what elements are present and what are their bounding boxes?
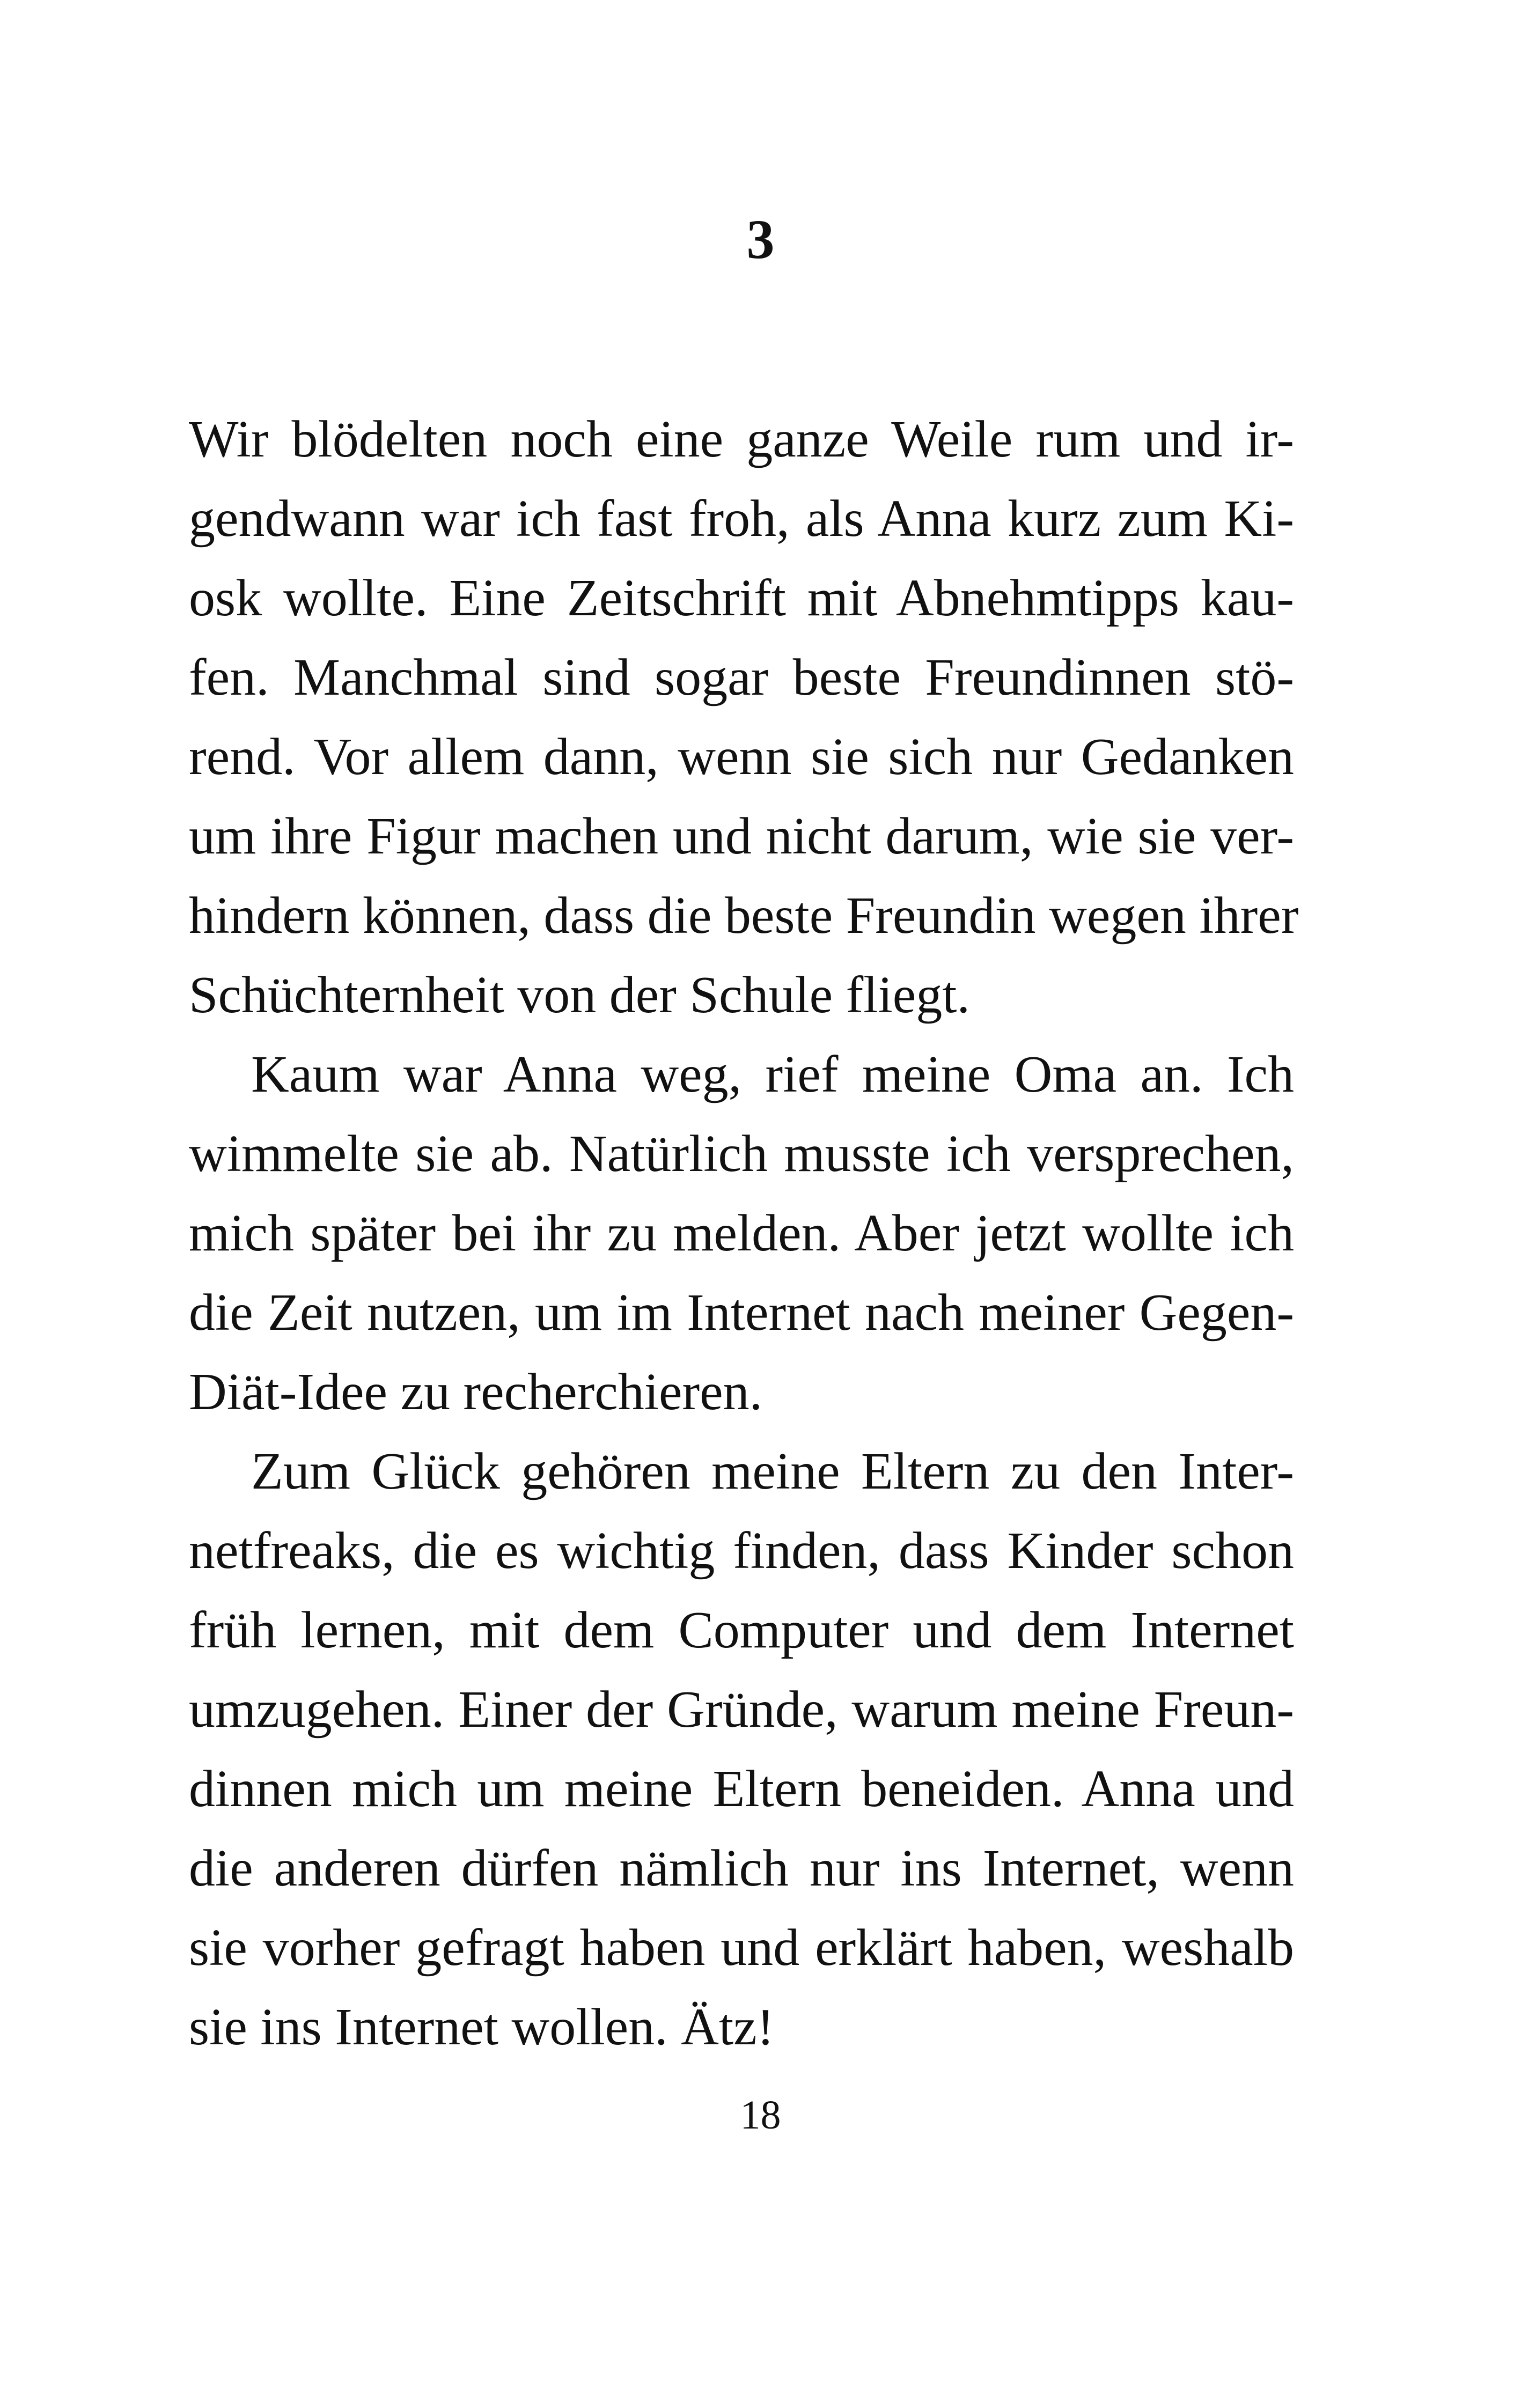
text-line: früh lernen, mit dem Computer und dem Internet xyxy=(189,1601,1294,1659)
text-line: um ihre Figur machen und nicht darum, wie sie ver- xyxy=(189,807,1294,865)
text-line: die Zeit nutzen, um im Internet nach meiner Gegen- xyxy=(189,1284,1294,1342)
text-line: rend. Vor allem dann, wenn sie sich nur Gedanken xyxy=(189,728,1294,786)
chapter-body xyxy=(189,400,1299,2067)
text-line: hindern können, dass die beste Freundin wegen ihrer xyxy=(189,887,1299,945)
paragraph-3 xyxy=(189,1432,1294,2067)
paragraph-2 xyxy=(189,1035,1294,1432)
text-line: Diät-Idee zu recherchieren. xyxy=(189,1363,763,1421)
text-line: Schüchternheit von der Schule fliegt. xyxy=(189,966,970,1024)
text-line: die anderen dürfen nämlich nur ins Internet, wenn xyxy=(189,1839,1294,1897)
text-line: wimmelte sie ab. Natürlich musste ich versprechen, xyxy=(189,1125,1294,1183)
text-line: Kaum war Anna weg, rief meine Oma an. Ich xyxy=(251,1045,1294,1103)
text-line: gendwann war ich fast froh, als Anna kurz zum Ki- xyxy=(189,490,1294,548)
text-line: sie ins Internet wollen. Ätz! xyxy=(189,1998,775,2056)
text-line: osk wollte. Eine Zeitschrift mit Abnehmtipps kau- xyxy=(189,569,1294,627)
page-number: 18 xyxy=(740,2093,781,2138)
text-line: fen. Manchmal sind sogar beste Freundinnen stö- xyxy=(189,649,1294,706)
paragraph-1 xyxy=(189,400,1299,1035)
text-line: umzugehen. Einer der Gründe, warum meine Freun- xyxy=(189,1681,1294,1739)
text-line: mich später bei ihr zu melden. Aber jetzt wollte ich xyxy=(189,1204,1294,1262)
text-line: dinnen mich um meine Eltern beneiden. Anna und xyxy=(189,1760,1294,1818)
chapter-number: 3 xyxy=(746,209,775,270)
text-line: Zum Glück gehören meine Eltern zu den Inter- xyxy=(251,1442,1294,1500)
text-line: netfreaks, die es wichtig finden, dass Kinder schon xyxy=(189,1522,1294,1580)
text-line: sie vorher gefragt haben und erklärt haben, weshalb xyxy=(189,1919,1294,1977)
text-line: Wir blödelten noch eine ganze Weile rum und ir- xyxy=(189,410,1294,468)
